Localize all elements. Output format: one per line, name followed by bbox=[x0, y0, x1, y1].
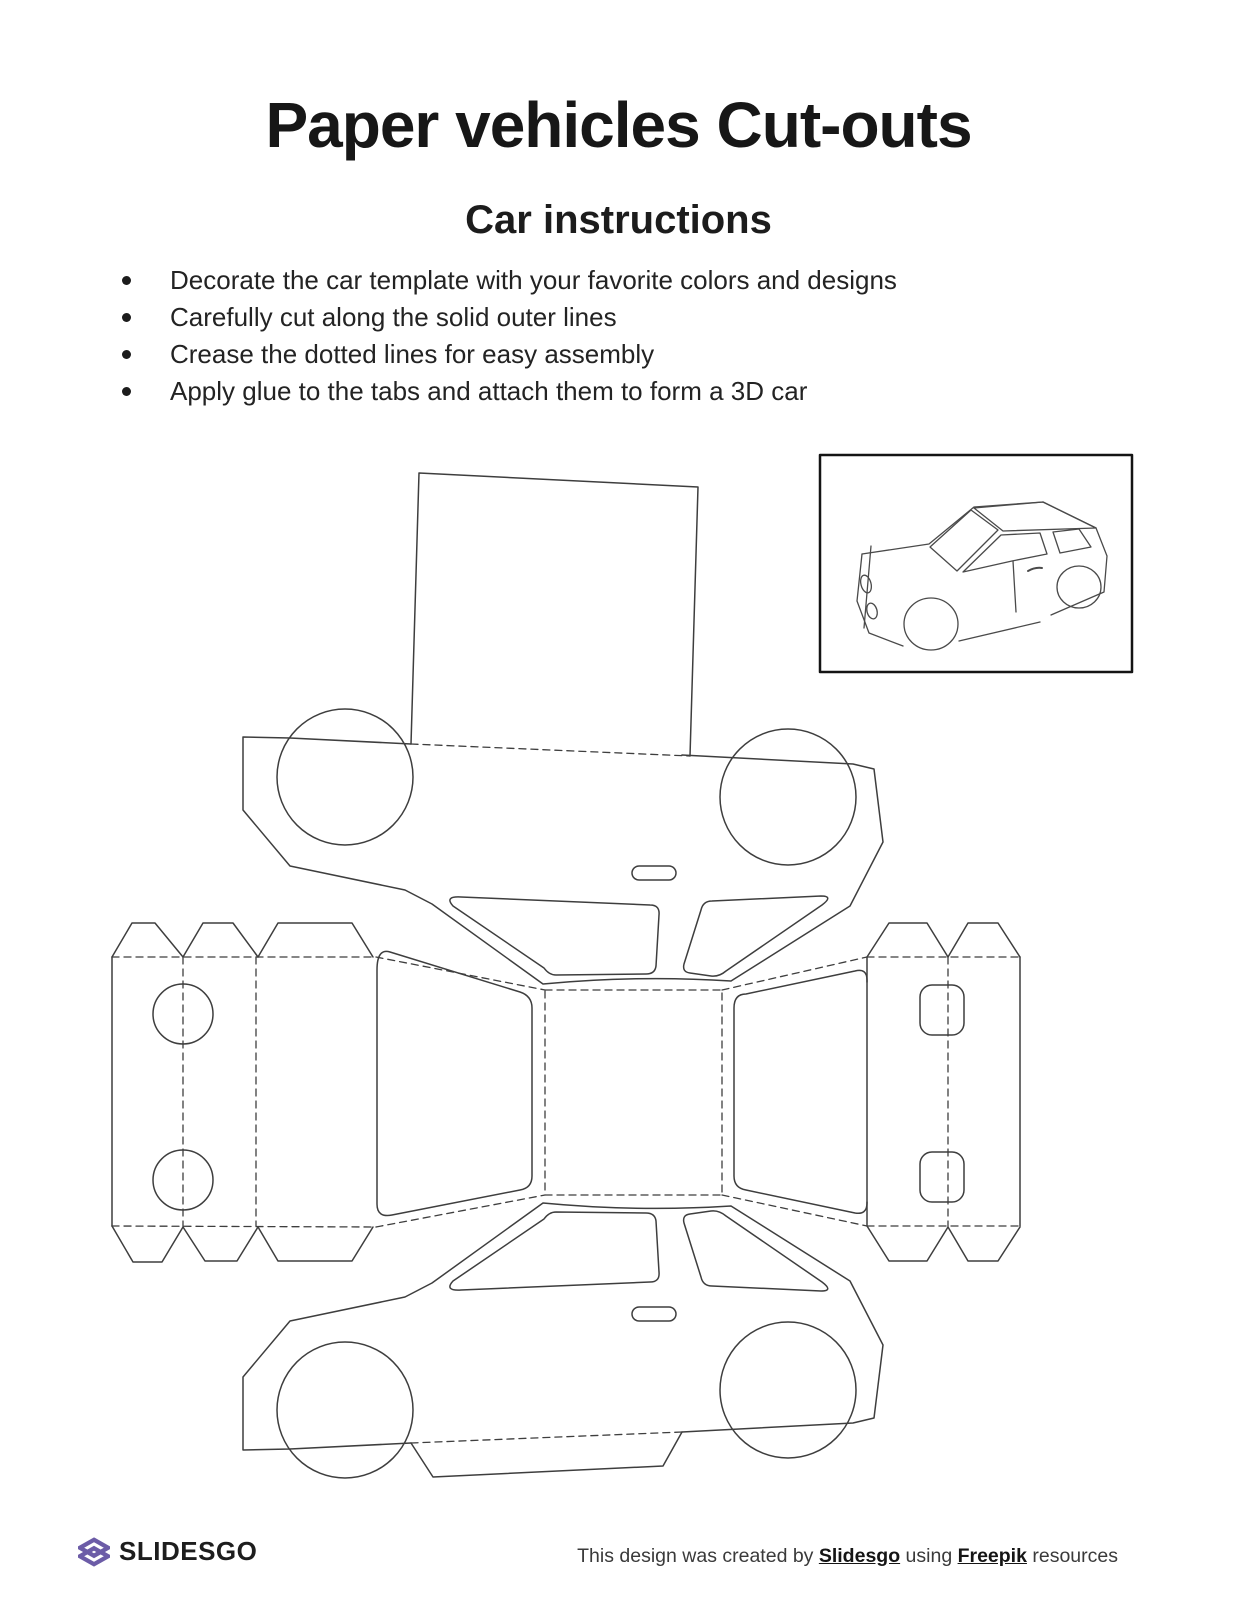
attribution-text: using bbox=[900, 1545, 958, 1567]
slidesgo-layers-icon bbox=[78, 1537, 110, 1567]
taillight-hole bbox=[920, 1152, 964, 1202]
instruction-text: Crease the dotted lines for easy assembly bbox=[170, 339, 655, 369]
rear-window-panel bbox=[734, 970, 867, 1213]
attribution-line bbox=[577, 1545, 1118, 1568]
taillight-hole bbox=[920, 985, 964, 1035]
instruction-text: Apply glue to the tabs and attach them to form a 3D car bbox=[170, 376, 808, 406]
lower-car-silhouette bbox=[243, 1203, 883, 1478]
glue-tab bbox=[867, 923, 948, 957]
slidesgo-link[interactable]: Slidesgo bbox=[818, 1545, 901, 1567]
fold-line bbox=[867, 957, 1020, 1226]
windshield-panel bbox=[377, 951, 532, 1215]
front-tab-strip bbox=[112, 923, 376, 1262]
glue-tab bbox=[948, 923, 1020, 957]
fold-line bbox=[411, 744, 690, 756]
instruction-text: Carefully cut along the solid outer lines bbox=[170, 302, 617, 332]
freepik-link[interactable]: Freepik bbox=[957, 1545, 1027, 1567]
glue-tab bbox=[948, 1227, 1020, 1261]
glue-tab bbox=[411, 1432, 682, 1477]
glue-tab bbox=[867, 1226, 948, 1261]
slidesgo-logo bbox=[78, 1536, 257, 1567]
fold-line bbox=[112, 957, 376, 1227]
fold-line bbox=[376, 957, 867, 1227]
glue-tab bbox=[183, 923, 258, 957]
slidesgo-logo-text: SLIDESGO bbox=[119, 1536, 258, 1566]
glue-tab bbox=[112, 1226, 183, 1262]
attribution-text: resources bbox=[1026, 1545, 1118, 1567]
glue-tab bbox=[258, 1227, 373, 1261]
roof-flap bbox=[411, 473, 698, 756]
roof-fold-panel bbox=[545, 990, 722, 1195]
assembled-car-preview-image bbox=[857, 502, 1107, 650]
attribution-text: This design was created by bbox=[577, 1545, 819, 1567]
instruction-text: Decorate the car template with your favorite colors and designs bbox=[170, 265, 897, 295]
upper-car-silhouette bbox=[243, 709, 883, 984]
rear-tab-strip bbox=[867, 923, 1020, 1261]
preview-box bbox=[820, 455, 1132, 672]
glue-tab bbox=[112, 923, 183, 957]
section-subtitle: Car instructions bbox=[465, 198, 772, 242]
glue-tab bbox=[183, 1227, 258, 1261]
glue-tab bbox=[258, 923, 373, 957]
page-title: Paper vehicles Cut-outs bbox=[265, 89, 972, 161]
fold-line bbox=[411, 1432, 682, 1443]
